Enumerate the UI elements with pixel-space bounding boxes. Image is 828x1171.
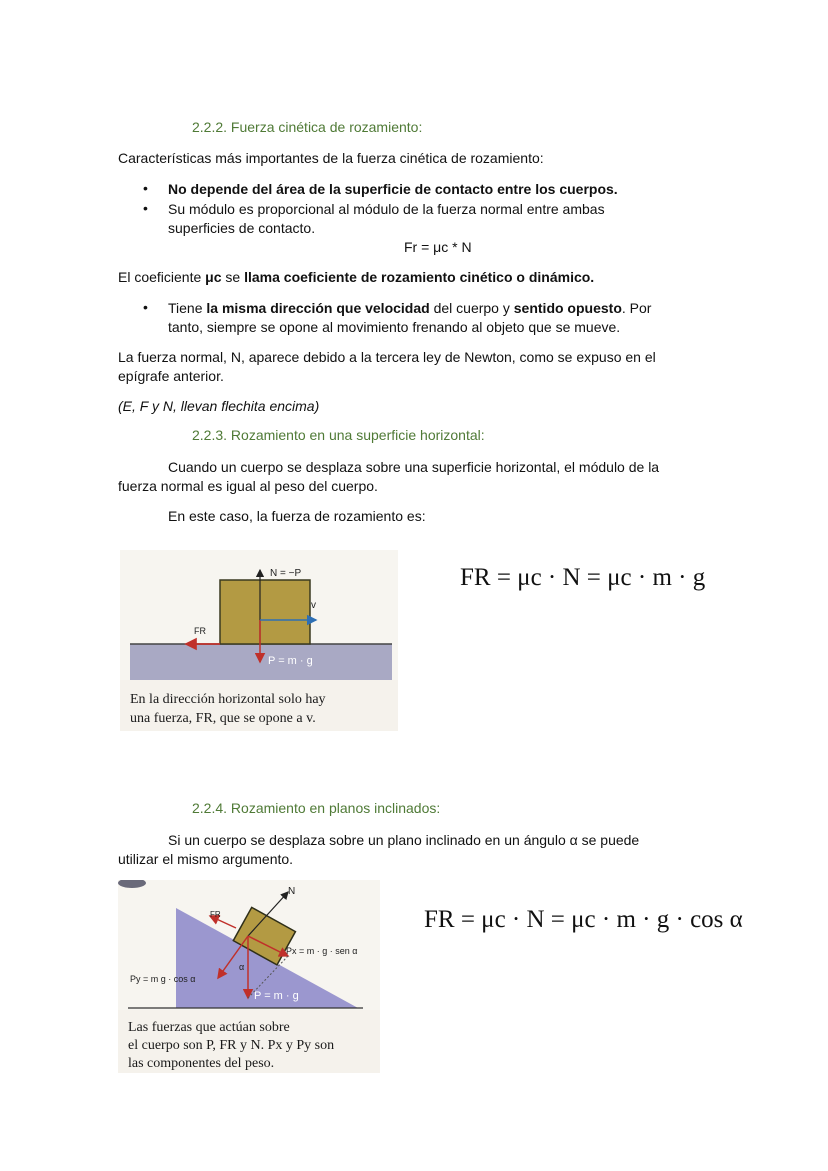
equation-horizontal: FR = μc · N = μc · m · g xyxy=(460,564,706,591)
incline-text-l1: Si un cuerpo se desplaza sobre un plano inclinado en un ángulo α se puede xyxy=(168,832,640,848)
incline-text-l2: utilizar el mismo argumento. xyxy=(118,851,294,867)
label-weight: P = m · g xyxy=(268,655,313,667)
section-heading-2-2-3: 2.2.3. Rozamiento en una superficie horizontal: xyxy=(192,427,485,443)
bullet-dot: • xyxy=(143,200,148,216)
bullet-direction-l2: tanto, siempre se opone al movimiento frenando al objeto que se mueve. xyxy=(168,319,621,335)
coefficient-line: El coeficiente μc se llama coeficiente de rozamiento cinético o dinámico. xyxy=(118,269,595,285)
formula-fr: Fr = μc * N xyxy=(404,239,472,255)
bullet-dot: • xyxy=(143,299,148,315)
intro-text: Características más importantes de la fuerza cinética de rozamiento: xyxy=(118,150,544,166)
label-normal: N = −P xyxy=(270,568,302,579)
normal-force-l1: La fuerza normal, N, aparece debido a la tercera ley de Newton, como se expuso en el xyxy=(118,349,656,365)
bullet-area-independence: No depende del área de la superficie de contacto entre los cuerpos. xyxy=(168,181,618,197)
incline-caption-l2: el cuerpo son P, FR y N. Px y Py son xyxy=(128,1038,335,1053)
label-weight-incline: P = m · g xyxy=(254,990,299,1002)
figure-caption-l2: una fuerza, FR, que se opone a v. xyxy=(130,711,316,726)
label-px: Px = m · g · sen α xyxy=(286,946,358,956)
inclined-plane-figure xyxy=(118,880,380,1073)
section-heading-2-2-2: 2.2.2. Fuerza cinética de rozamiento: xyxy=(192,119,423,135)
bullet-proportional-l2: superficies de contacto. xyxy=(168,220,316,236)
block xyxy=(220,580,310,644)
section-heading-2-2-4: 2.2.4. Rozamiento en planos inclinados: xyxy=(192,800,441,816)
incline-caption-l1: Las fuerzas que actúan sobre xyxy=(128,1020,290,1035)
label-friction: FR xyxy=(194,626,206,636)
bullet-direction-l1: Tiene la misma dirección que velocidad del cuerpo y sentido opuesto. Por xyxy=(168,300,652,316)
normal-force-l2: epígrafe anterior. xyxy=(118,368,224,384)
horizontal-text-l1: Cuando un cuerpo se desplaza sobre una superficie horizontal, el módulo de la xyxy=(168,459,660,475)
bullet-dot: • xyxy=(143,180,148,196)
figure-caption-l1: En la dirección horizontal solo hay xyxy=(130,692,326,707)
horizontal-surface-figure xyxy=(120,550,398,731)
label-friction-incline: FR xyxy=(210,910,221,919)
bullet-proportional-l1: Su módulo es proporcional al módulo de la fuerza normal entre ambas xyxy=(168,201,605,217)
arrow-note: (E, F y N, llevan flechita encima) xyxy=(118,398,320,414)
label-velocity: v xyxy=(311,600,316,611)
horizontal-text-l2: fuerza normal es igual al peso del cuerpo. xyxy=(118,478,378,494)
incline-caption-l3: las componentes del peso. xyxy=(128,1056,275,1071)
label-py: Py = m g · cos α xyxy=(130,974,196,984)
ground-surface xyxy=(130,644,392,680)
horizontal-text-p2: En este caso, la fuerza de rozamiento es: xyxy=(168,508,426,524)
equation-incline: FR = μc · N = μc · m · g · cos α xyxy=(424,906,743,933)
label-alpha: α xyxy=(239,962,245,972)
label-normal-incline: N xyxy=(288,886,296,897)
